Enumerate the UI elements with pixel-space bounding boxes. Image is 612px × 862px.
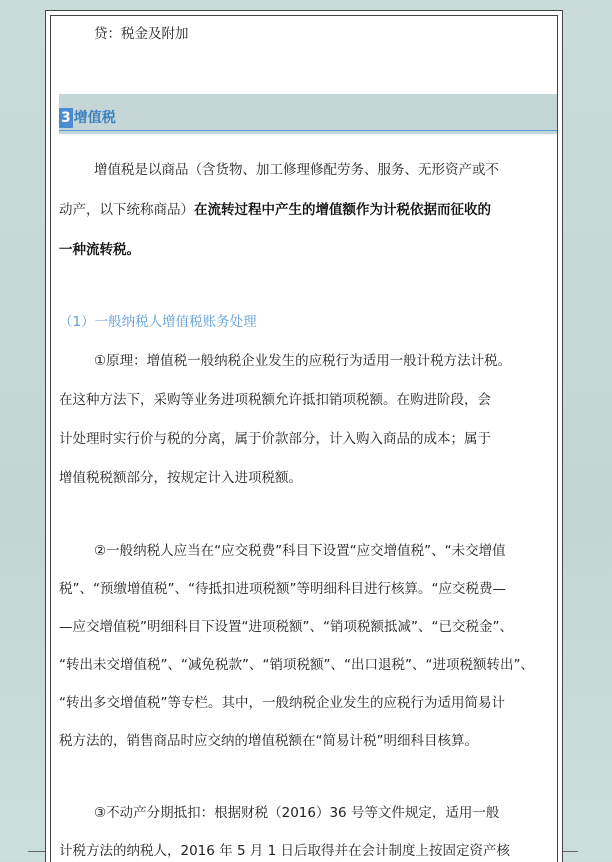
vat-definition-line-2 [59,200,557,220]
accounts-line-4: “转出未交增值税”、“减免税款”、“销项税额”、“出口退税”、“进项税额转出”、 [59,657,534,673]
credit-line: 贷：税金及附加 [94,26,189,42]
real-estate-line-1: ③不动产分期抵扣：根据财税（2016）36 号等文件规定，适用一般 [94,805,500,821]
page-inner-border [50,15,558,862]
accounts-line-6: 税方法的，销售商品时应交纳的增值税额在“简易计税”明细科目核算。 [59,733,478,749]
accounts-line-3: —应交增值税”明细科目下设置“进项税额”、“销项税额抵减”、“已交税金”、 [59,619,513,635]
principle-line-2: 在这种方法下，采购等业务进项税额允许抵扣销项税额。在购进阶段，会 [59,392,491,408]
accounts-line-5: “转出多交增值税”等专栏。其中，一般纳税企业发生的应税行为适用简易计 [59,695,505,711]
principle-line-4: 增值税税额部分，按规定计入进项税额。 [59,470,302,486]
sub-heading: （1）一般纳税人增值税账务处理 [59,314,257,330]
vat-definition-bold: 在流转过程中产生的增值额作为计税依据而征收的 [194,202,491,218]
principle-line-3: 计处理时实行价与税的分离，属于价款部分，计入购入商品的成本；属于 [59,431,491,447]
section-heading[interactable] [59,108,557,131]
heading-text: 增值税 [73,110,116,126]
accounts-line-1: ②一般纳税人应当在“应交税费”科目下设置“应交增值税”、“未交增值 [94,543,506,559]
real-estate-line-2: 计税方法的纳税人，2016 年 5 月 1 日后取得并在会计制度上按固定资产核 [59,843,510,859]
vat-definition-line-3 [59,240,557,260]
crop-mark [561,851,578,852]
crop-mark [28,851,45,852]
vat-definition-plain: 动产，以下统称商品） [59,202,194,218]
vat-definition-bold-end: 一种流转税。 [59,242,140,258]
heading-number: 3 [61,110,71,126]
page-content[interactable] [59,16,557,862]
vat-definition-line-1: 增值税是以商品（含货物、加工修理修配劳务、服务、无形资产或不 [94,162,499,178]
principle-line-1: ①原理：增值税一般纳税企业发生的应税行为适用一般计税方法计税。 [94,353,512,369]
accounts-line-2: 税”、“预缴增值税”、“待抵扣进项税额”等明细科目进行核算。“应交税费— [59,581,506,597]
document-page [45,10,563,862]
